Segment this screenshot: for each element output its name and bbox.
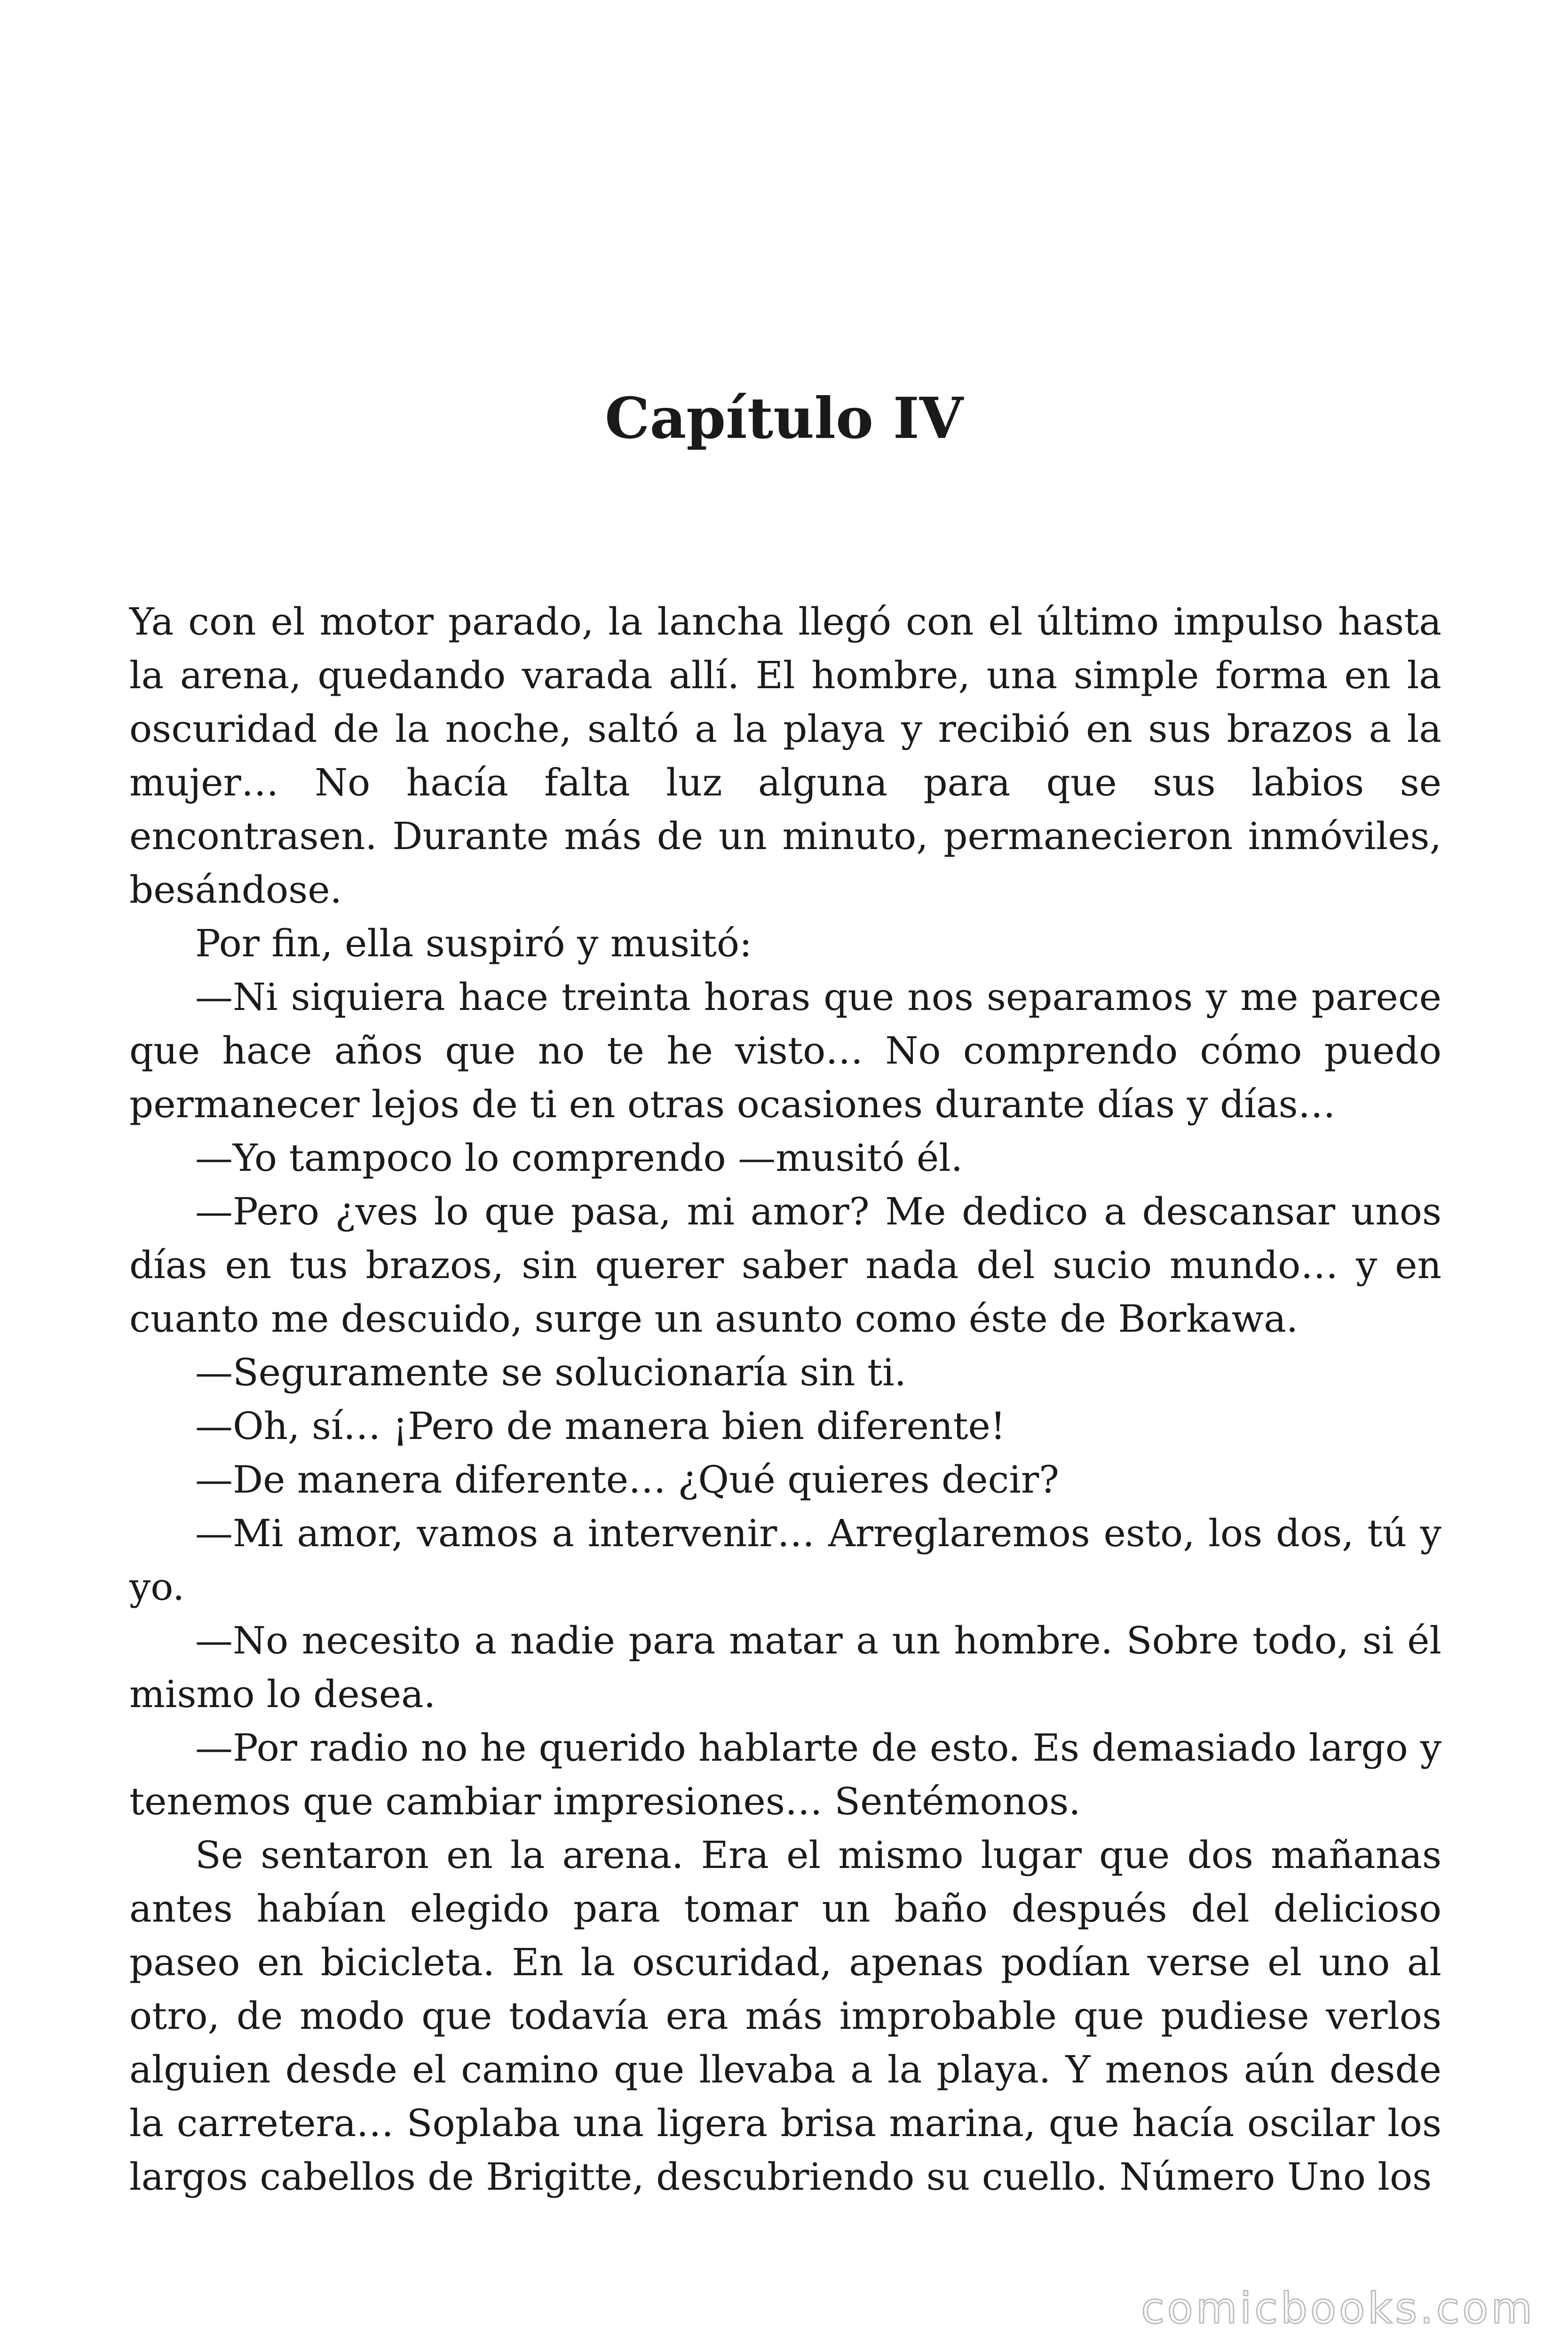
paragraph: —Oh, sí… ¡Pero de manera bien diferente!	[195, 1404, 1006, 1448]
paragraph: Por fin, ella suspiró y musitó:	[195, 922, 752, 965]
chapter-title: Capítulo IV	[604, 385, 964, 452]
paragraph: —Yo tampoco lo comprendo —musitó él.	[195, 1136, 963, 1180]
paragraph: —Por radio no he querido hablarte de esto. Es demasiado largo y tenemos que cambiar impresiones… Sentémonos.	[129, 1726, 1441, 1823]
paragraph: Ya con el motor parado, la lancha llegó con el último impulso hasta la arena, quedando varada allí. El hombre, una simple forma en la oscuridad de la noche, saltó a la playa y recibió en sus brazos a la mujer… No hacía falta luz alguna para que sus labios se encontrasen. Durante más de un minuto, permanecieron inmóviles, besándose.	[129, 600, 1441, 912]
paragraph: Se sentaron en la arena. Era el mismo lugar que dos mañanas antes habían elegido para tomar un baño después del delicioso paseo en bicicleta. En la oscuridad, apenas podían verse el uno al otro, de modo que todavía era más improbable que pudiese verlos alguien desde el camino que llevaba a la playa. Y menos aún desde la carretera… Soplaba una ligera brisa marina, que hacía oscilar los largos cabellos de Brigitte, descubriendo su cuello. Número Uno los	[129, 1833, 1441, 2199]
watermark: comicbooks.com	[1141, 2284, 1535, 2333]
paragraph: —Pero ¿ves lo que pasa, mi amor? Me dedico a descansar unos días en tus brazos, sin querer saber nada del sucio mundo… y en cuanto me descuido, surge un asunto como éste de Borkawa.	[129, 1190, 1441, 1341]
chapter-body	[129, 595, 1441, 2204]
paragraph: —No necesito a nadie para matar a un hombre. Sobre todo, si él mismo lo desea.	[129, 1619, 1441, 1716]
paragraph: —Seguramente se solucionaría sin ti.	[195, 1351, 907, 1394]
paragraph: —De manera diferente… ¿Qué quieres decir?	[195, 1458, 1060, 1502]
paragraph: —Mi amor, vamos a intervenir… Arreglaremos esto, los dos, tú y yo.	[129, 1511, 1441, 1609]
paragraph: —Ni siquiera hace treinta horas que nos separamos y me parece que hace años que no te he visto… No comprendo cómo puedo permanecer lejos de ti en otras ocasiones durante días y días…	[129, 975, 1441, 1126]
